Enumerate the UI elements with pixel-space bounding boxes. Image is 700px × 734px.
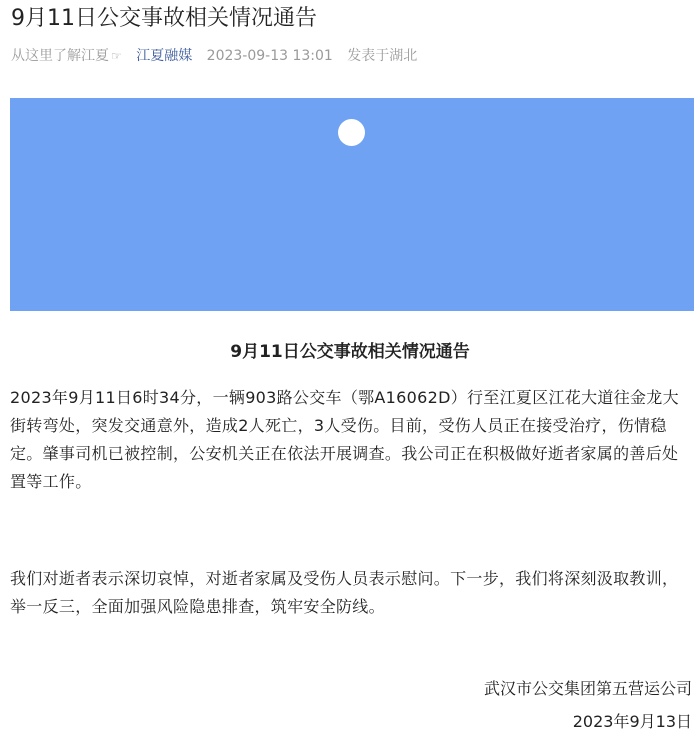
signature-date: 2023年9月13日 — [572, 712, 692, 731]
source-link[interactable]: 江夏融媒 — [136, 48, 193, 64]
column-link-label: 从这里了解江夏 — [11, 48, 109, 64]
column-link[interactable] — [11, 46, 122, 66]
article-meta — [11, 46, 417, 66]
image-placeholder-icon — [338, 119, 365, 146]
hand-pointer-icon: ☞ — [111, 49, 122, 63]
hero-image — [10, 98, 694, 311]
notice-paragraph: 我们对逝者表示深切哀悼，对逝者家属及受伤人员表示慰问。下一步，我们将深刻汲取教训，举一反三，全面加强风险隐患排查，筑牢安全防线。 — [10, 569, 679, 616]
notice-heading: 9月11日公交事故相关情况通告 — [230, 342, 470, 362]
publish-time: 2023-09-13 13:01 — [206, 48, 333, 64]
notice-paragraph: 2023年9月11日6时34分，一辆903路公交车（鄂A16062D）行至江夏区江花大道往金龙大街转弯处，突发交通意外，造成2人死亡，3人受伤。目前，受伤人员正在接受治疗，伤情稳定。肇事司机已被控制，公安机关正在依法开展调查。我公司正在积极做好逝者家属的善后处置等工作。 — [10, 388, 679, 491]
signature-organization: 武汉市公交集团第五营运公司 — [483, 679, 692, 698]
article-title: 9月11日公交事故相关情况通告 — [11, 6, 317, 31]
publish-location: 发表于湖北 — [347, 48, 418, 64]
